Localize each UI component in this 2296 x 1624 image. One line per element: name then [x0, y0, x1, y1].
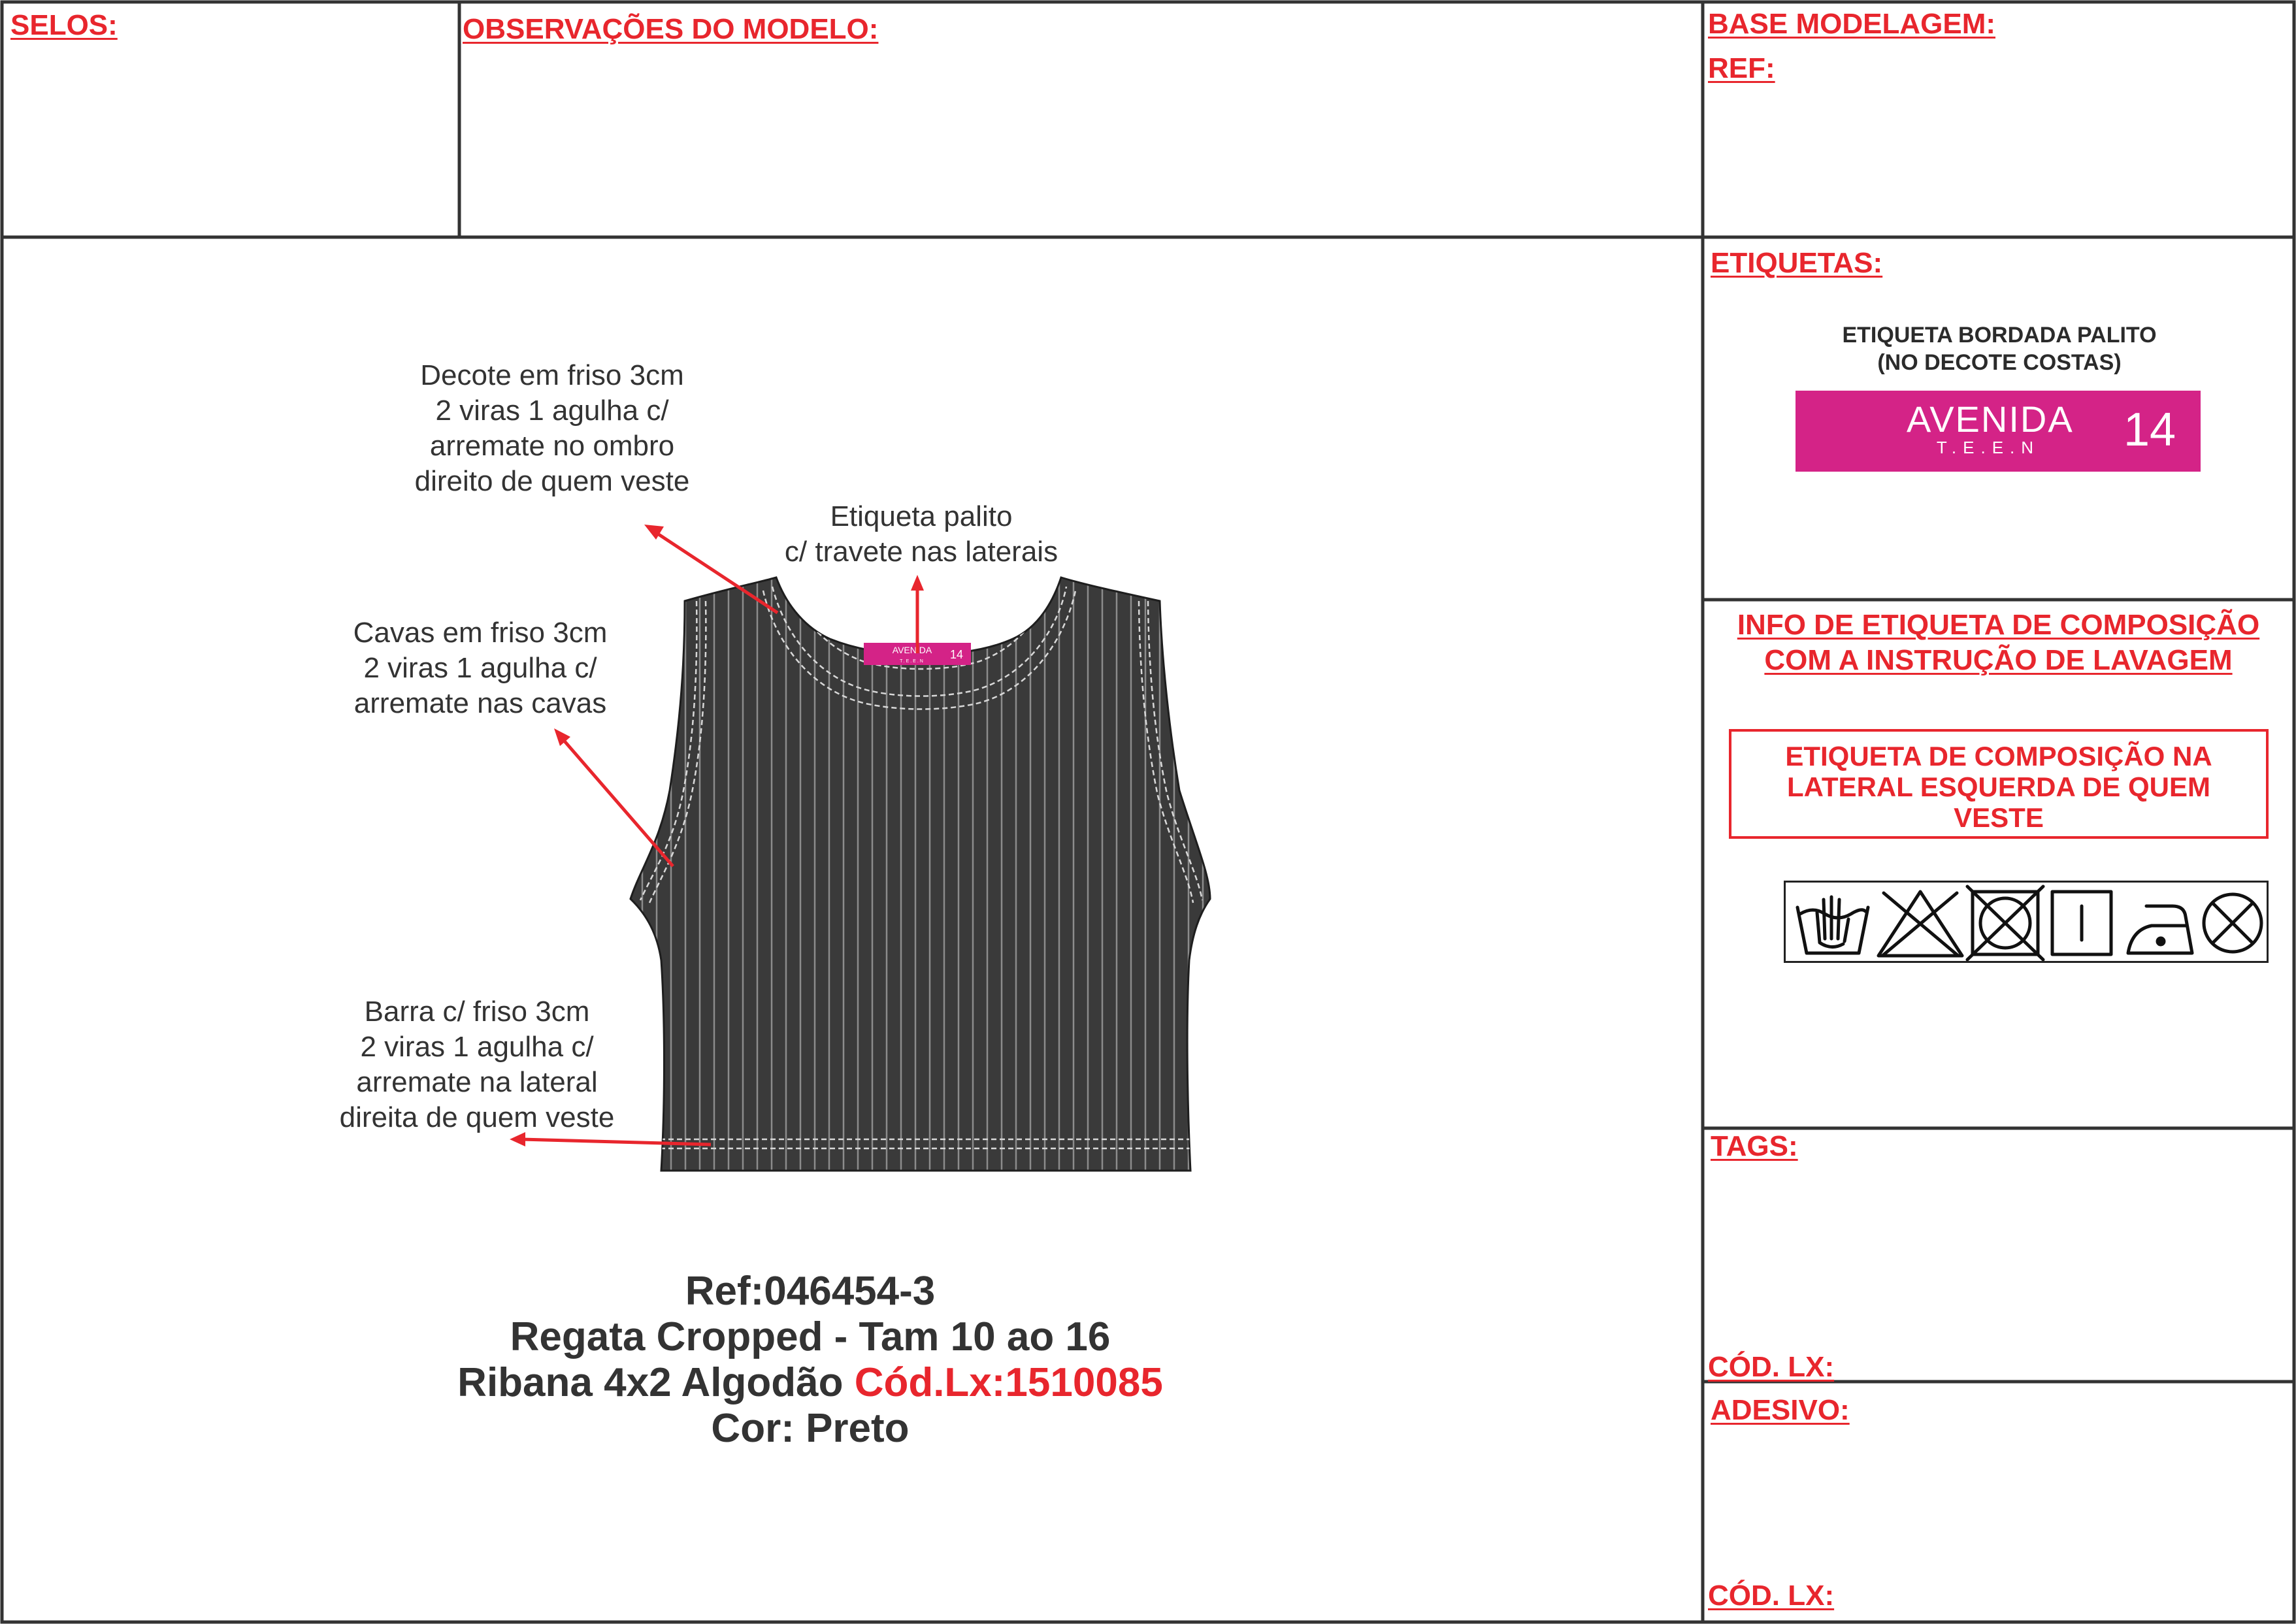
hem-note-line: 2 viras 1 agulha c/ [360, 1031, 594, 1063]
brand-name: AVENIDA [1907, 398, 2074, 440]
neckline-note-line: Decote em friso 3cm [420, 359, 684, 391]
product-caption [366, 1269, 1255, 1452]
hem-note-line: arremate na lateral [356, 1066, 598, 1098]
label-note-line: Etiqueta palito [830, 500, 1013, 532]
woven-label-line1: ETIQUETA BORDADA PALITO [1842, 323, 2157, 348]
sticker-title: ADESIVO: [1711, 1394, 1850, 1426]
model-notes-label: OBSERVAÇÕES DO MODELO: [463, 13, 879, 45]
seals-label: SELOS: [10, 9, 118, 41]
armhole-note-line: 2 viras 1 agulha c/ [363, 652, 597, 684]
neckline-note [366, 358, 738, 499]
composition-box-line1: ETIQUETA DE COMPOSIÇÃO NA [1785, 741, 2212, 771]
armhole-note-line: Cavas em friso 3cm [353, 617, 608, 649]
product-code: Cód.Lx:1510085 [854, 1360, 1163, 1405]
product-fabric: Ribana 4x2 Algodão [457, 1360, 844, 1405]
hem-note [287, 994, 666, 1135]
armhole-note [314, 615, 647, 721]
composition-box-line3: VESTE [1954, 802, 2044, 833]
product-name: Regata Cropped - Tam 10 ao 16 [510, 1314, 1111, 1359]
composition-title-line2: COM A INSTRUÇÃO DE LAVAGEM [1764, 644, 2233, 676]
composition-box-line2: LATERAL ESQUERDA DE QUEM [1787, 771, 2210, 802]
composition-title-line1: INFO DE ETIQUETA DE COMPOSIÇÃO [1737, 609, 2260, 641]
garment-label-brand: AVENIDA [892, 645, 932, 655]
tags-title: TAGS: [1711, 1130, 1798, 1162]
armhole-note-line: arremate nas cavas [353, 687, 607, 719]
labels-title: ETIQUETAS: [1711, 247, 1883, 279]
product-ref: Ref:046454-3 [685, 1269, 936, 1314]
brand-number: 14 [2124, 404, 2176, 456]
product-fabric-line [366, 1360, 1255, 1406]
garment-label-sub: T.E.E.N [900, 659, 925, 664]
neckline-note-line: 2 viras 1 agulha c/ [435, 395, 669, 427]
hem-note-line: Barra c/ friso 3cm [364, 996, 590, 1028]
tags-code-label: CÓD. LX: [1708, 1351, 1835, 1383]
base-pattern-label: BASE MODELAGEM: [1708, 8, 1995, 40]
ref-label: REF: [1708, 52, 1775, 84]
woven-label-line2: (NO DECOTE COSTAS) [1877, 350, 2122, 375]
label-note-line: c/ travete nas laterais [784, 536, 1058, 568]
garment-label-number: 14 [949, 648, 964, 661]
sticker-code-label: CÓD. LX: [1708, 1580, 1835, 1612]
neckline-note-line: direito de quem veste [414, 465, 690, 497]
product-color: Cor: Preto [711, 1406, 910, 1451]
neckline-note-line: arremate no ombro [429, 430, 675, 462]
armhole-arrow [554, 728, 673, 866]
hem-note-line: direita de quem veste [339, 1101, 615, 1133]
tank-top [631, 577, 1210, 1171]
label-arrow [911, 575, 924, 653]
brand-sub: T.E.E.N [1936, 438, 2041, 457]
label-note [738, 499, 1104, 570]
